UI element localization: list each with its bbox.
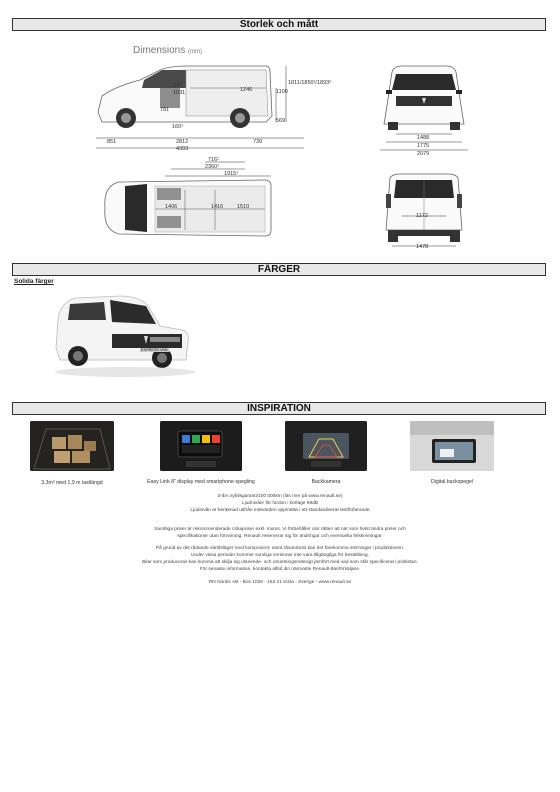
dim-2360: 2360¹ bbox=[205, 164, 220, 170]
dim-2079: 2079 bbox=[417, 151, 430, 157]
dim-height-total: 1811/1850¹/1893² bbox=[288, 80, 332, 86]
section-heading-colors: FÄRGER bbox=[12, 263, 546, 276]
footer-noise-level: Ljudnivåer för fordon i körläge 69dB bbox=[242, 501, 318, 506]
dim-730: 730 bbox=[253, 139, 263, 145]
section-heading-size: Storlek och mått bbox=[12, 18, 546, 31]
dim-height-1100: 1100 bbox=[276, 89, 288, 95]
dim-781: 781 bbox=[160, 107, 170, 113]
dim-4393: 4393 bbox=[176, 146, 189, 152]
dim-1246: 1246 bbox=[240, 87, 253, 93]
inspiration-image-digital-mirror bbox=[410, 421, 494, 471]
dim-height-569: 569 bbox=[276, 118, 286, 124]
footer-supply-4: För senaste information, kontakta alltid din närmaste Renault-återförsäljare. bbox=[199, 567, 361, 572]
footer-supply-2: Under vissa perioder kommer somliga versioner inte vara tillgängliga för beställning. bbox=[190, 553, 370, 558]
inspiration-image-display bbox=[160, 421, 242, 471]
van-badge: EXPRESS VAN bbox=[141, 348, 168, 352]
footer-warranty: 3-års nybilsgaranti/100 000km (läs mer på www.renault.se) bbox=[217, 494, 343, 499]
dim-1510: 1510 bbox=[237, 204, 250, 210]
dim-1488: 1488 bbox=[417, 135, 430, 141]
footer-supply-1: På grund av det rådande världsläget med komponent- samt råvarubrist kan det förekomma störningar i produktionen. bbox=[155, 546, 405, 551]
inspiration-caption-display: Easy Link 8" display med smartphone-spegling bbox=[147, 479, 255, 485]
dim-2812: 2812 bbox=[176, 139, 189, 145]
dim-1406: 1406 bbox=[165, 204, 178, 210]
dim-160: 160¹ bbox=[172, 124, 184, 130]
footer-supply-3: Bilar som produceras kan komma att skilja sig utseende- och utrustningsmässigt jämfört med vad som står specificerat i prislistan. bbox=[142, 560, 418, 565]
side-view-drawing bbox=[90, 58, 320, 158]
dim-716: 716¹ bbox=[208, 157, 220, 163]
dimensions-heading bbox=[133, 45, 202, 56]
inspiration-caption-digital-mirror: Digital backspegel bbox=[430, 479, 474, 485]
footer-noise-note: Ljudnivån är beräknad utifrån mätvärden uppmätta i ett standardiserat testförfarande bbox=[190, 508, 370, 513]
top-view-drawing bbox=[95, 158, 275, 244]
dim-1416: 1416 bbox=[211, 204, 224, 210]
dimensions-heading-text: Dimensions bbox=[133, 45, 186, 56]
dim-1172: 1172 bbox=[416, 213, 428, 219]
footer-pricing-1: Samtliga priser är rekommenderade cirkapriser exkl. moms. Vi förbehåller oss rätten att när som helst ändra priser och bbox=[154, 527, 406, 532]
inspiration-image-cargo bbox=[30, 421, 114, 471]
dim-1915: 1915¹ bbox=[224, 171, 239, 177]
inspiration-caption-backup-camera: Backkamera bbox=[311, 479, 341, 485]
footer-pricing-2: specifikationer utan förvarning. Renault reserverar sig för ändringar och eventuella felskrivningar. bbox=[177, 534, 383, 539]
section-heading-inspiration: INSPIRATION bbox=[12, 402, 546, 415]
dimensions-unit: (mm) bbox=[188, 49, 203, 55]
van-white-image bbox=[50, 290, 205, 385]
dim-851: 851 bbox=[107, 139, 117, 145]
dim-147: 147 bbox=[173, 83, 183, 89]
dim-1031: 1031 bbox=[173, 90, 186, 96]
dim-1775: 1775 bbox=[417, 143, 430, 149]
inspiration-caption-cargo: 3,3m³ med 1,9 m lastlängd bbox=[41, 480, 103, 486]
footer-address: RN Nordic AB - Box 1028 - 164 21 Kista - Sverige - www.renault.se bbox=[208, 580, 352, 585]
inspiration-image-backup-camera bbox=[285, 421, 367, 471]
dim-1478: 1478 bbox=[416, 244, 429, 250]
solid-colors-subheading: Solida färger bbox=[14, 278, 54, 285]
